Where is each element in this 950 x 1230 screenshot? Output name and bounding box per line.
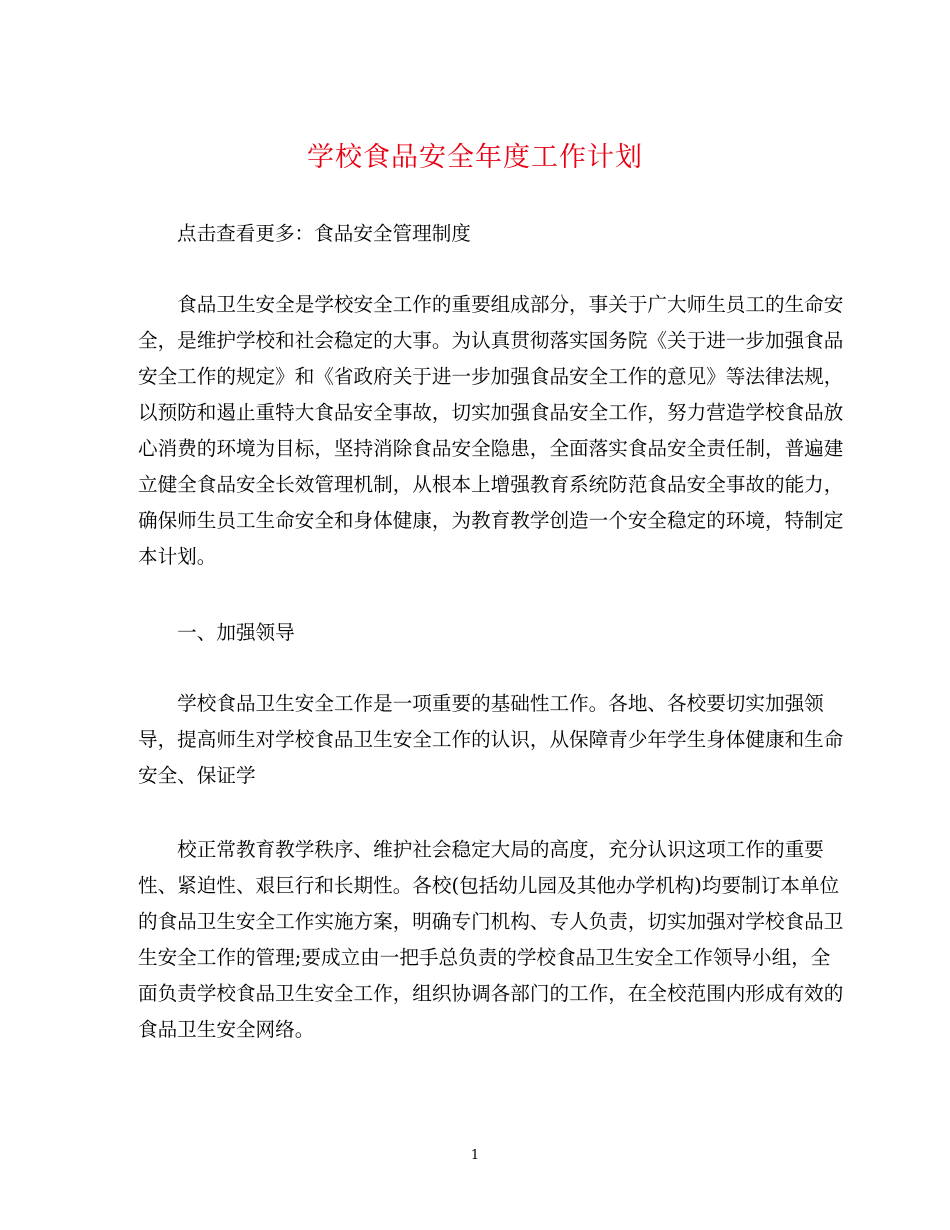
section-heading-1	[138, 615, 814, 651]
page-number: 1	[470, 1148, 480, 1163]
more-link-line	[138, 216, 814, 252]
paragraph-line: 以预防和遏止重特大食品安全事故，切实加强食品安全工作，努力营造学校食品放	[138, 401, 844, 424]
more-link-prefix: 点击查看更多：	[177, 222, 315, 245]
paragraph-line: 的食品卫生安全工作实施方案，明确专门机构、专人负责，切实加强对学校食品卫	[138, 910, 844, 933]
paragraph-line: 全，是维护学校和社会稳定的大事。为认真贯彻落实国务院《关于进一步加强食品	[138, 329, 844, 352]
paragraph-1	[138, 287, 844, 575]
document-title: 学校食品安全年度工作计划	[307, 142, 643, 173]
paragraph-line: 确保师生员工生命安全和身体健康，为教育教学创造一个安全稳定的环境，特制定	[138, 509, 844, 532]
paragraph-line: 食品卫生安全是学校安全工作的重要组成部分，事关于广大师生员工的生命安	[138, 293, 844, 316]
paragraph-line: 心消费的环境为目标，坚持消除食品安全隐患，全面落实食品安全责任制，普遍建	[138, 437, 844, 460]
paragraph-line: 本计划。	[138, 545, 217, 568]
paragraph-line: 生安全工作的管理;要成立由一把手总负责的学校食品卫生安全工作领导小组，全	[138, 946, 831, 969]
section-heading-text: 一、加强领导	[138, 621, 295, 644]
paragraph-line: 安全、保证学	[138, 764, 256, 787]
paragraph-line: 立健全食品安全长效管理机制，从根本上增强教育系统防范食品安全事故的能力，	[138, 473, 844, 496]
paragraph-line: 面负责学校食品卫生安全工作，组织协调各部门的工作，在全校范围内形成有效的	[138, 982, 844, 1005]
paragraph-line: 食品卫生安全网络。	[138, 1018, 315, 1041]
more-link[interactable]: 食品安全管理制度	[314, 222, 471, 245]
paragraph-line: 性、紧迫性、艰巨行和长期性。各校(包括幼儿园及其他办学机构)均要制订本单位	[138, 874, 840, 897]
paragraph-line: 学校食品卫生安全工作是一项重要的基础性工作。各地、各校要切实加强领	[138, 692, 824, 715]
paragraph-line: 安全工作的规定》和《省政府关于进一步加强食品安全工作的意见》等法律法规，	[138, 365, 844, 388]
paragraph-3	[138, 832, 844, 1048]
paragraph-2	[138, 686, 844, 794]
paragraph-line: 校正常教育教学秩序、维护社会稳定大局的高度，充分认识这项工作的重要	[138, 838, 824, 861]
paragraph-line: 导，提高师生对学校食品卫生安全工作的认识，从保障青少年学生身体健康和生命	[138, 728, 844, 751]
